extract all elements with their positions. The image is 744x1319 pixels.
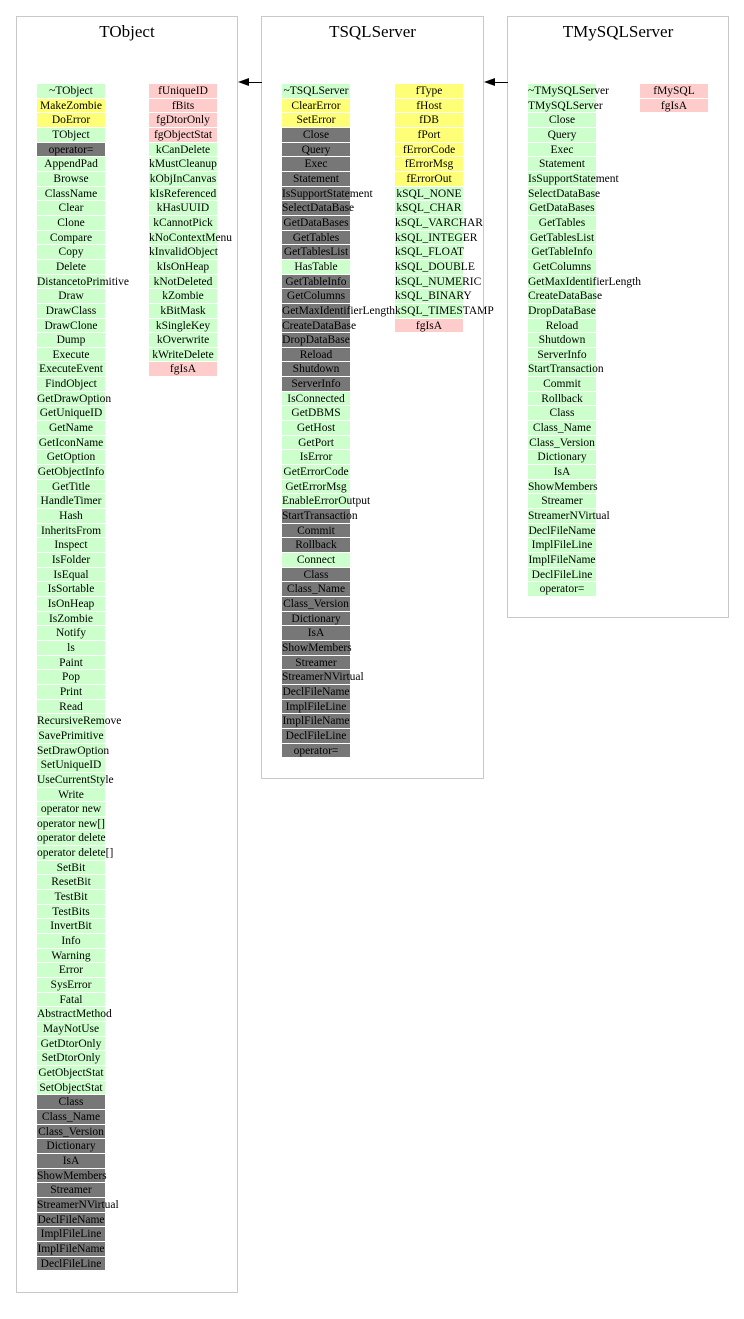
- member-cell: kIsReferenced: [149, 187, 217, 200]
- method-cell: DeclFileLine: [528, 568, 596, 583]
- member-cell: fErrorMsg: [395, 157, 463, 172]
- member-cell: kSQL_NUMERIC: [395, 275, 482, 288]
- tobject-methods: [37, 84, 129, 1271]
- method-cell: GetMaxIdentifierLength: [528, 275, 642, 288]
- method-cell: GetTableInfo: [528, 245, 596, 260]
- member-cell: kOverwrite: [149, 333, 217, 348]
- method-cell: Browse: [37, 172, 105, 187]
- method-cell: GetErrorMsg: [282, 480, 350, 495]
- method-cell: TestBit: [37, 890, 105, 905]
- method-cell: Streamer: [528, 494, 596, 509]
- method-cell: Close: [282, 128, 350, 143]
- method-cell: SetObjectStat: [37, 1081, 105, 1096]
- method-cell: StreamerNVirtual: [282, 671, 364, 684]
- method-cell: DeclFileName: [37, 1213, 105, 1226]
- method-cell: Warning: [37, 949, 105, 964]
- member-cell: fMySQL: [640, 84, 708, 99]
- method-cell: StreamerNVirtual: [528, 510, 610, 523]
- method-cell: CreateDataBase: [528, 290, 603, 303]
- member-cell: kSQL_FLOAT: [395, 246, 465, 259]
- method-cell: Query: [282, 143, 350, 158]
- method-cell: SetUniqueID: [37, 758, 105, 773]
- method-cell: EnableErrorOutput: [282, 495, 371, 508]
- method-cell: Reload: [528, 319, 596, 334]
- method-cell: IsZombie: [37, 612, 105, 627]
- method-cell: Rollback: [282, 538, 350, 553]
- arrowhead-tmysqlserver-to-tsqlserver: [484, 78, 495, 86]
- member-cell: kSQL_TIMESTAMP: [395, 304, 494, 317]
- method-cell: SelectDataBase: [528, 187, 601, 200]
- method-cell: Info: [37, 934, 105, 949]
- member-cell: fBits: [149, 99, 217, 114]
- method-cell: ImplFileLine: [528, 538, 596, 553]
- method-cell: DoError: [37, 113, 105, 128]
- method-cell: ClearError: [282, 99, 350, 114]
- method-cell: Class: [528, 406, 596, 421]
- method-cell: ShowMembers: [282, 641, 352, 654]
- member-cell: kMustCleanup: [149, 158, 217, 171]
- method-cell: ImplFileLine: [37, 1227, 105, 1242]
- method-cell: UseCurrentStyle: [37, 773, 114, 786]
- method-cell: InheritsFrom: [37, 524, 105, 539]
- method-cell: GetTablesList: [283, 246, 349, 259]
- method-cell: Dictionary: [528, 450, 596, 465]
- method-cell: IsSortable: [37, 582, 105, 597]
- method-cell: Paint: [37, 656, 105, 671]
- method-cell: Dictionary: [282, 612, 350, 627]
- method-cell: GetErrorCode: [283, 466, 349, 479]
- method-cell: Exec: [282, 157, 350, 172]
- method-cell: IsFolder: [37, 553, 105, 568]
- method-cell: Class_Name: [37, 1110, 105, 1125]
- method-cell: Compare: [37, 231, 105, 246]
- method-cell: RecursiveRemove: [37, 715, 122, 728]
- method-cell: GetPort: [282, 436, 350, 451]
- method-cell: ImplFileName: [528, 554, 596, 566]
- method-cell: ImplFileLine: [282, 700, 350, 715]
- method-cell: operator=: [37, 143, 105, 158]
- method-cell: GetDBMS: [282, 406, 350, 421]
- method-cell: StartTransaction: [528, 363, 604, 376]
- method-cell: GetObjectInfo: [37, 466, 105, 479]
- method-cell: DropDataBase: [282, 334, 350, 347]
- method-cell: Statement: [528, 157, 596, 172]
- method-cell: SetError: [282, 113, 350, 128]
- member-cell: fgObjectStat: [149, 128, 217, 143]
- method-cell: Write: [37, 788, 105, 803]
- member-cell: fgIsA: [149, 362, 217, 377]
- method-cell: Reload: [282, 348, 350, 363]
- method-cell: IsA: [37, 1154, 105, 1169]
- method-cell: IsEqual: [37, 568, 105, 583]
- method-cell: SelectDataBase: [282, 202, 355, 215]
- member-cell: kWriteDelete: [149, 348, 217, 363]
- method-cell: ImplFileName: [282, 715, 350, 728]
- method-cell: Print: [37, 685, 105, 700]
- member-cell: fDB: [395, 113, 463, 128]
- member-cell: fErrorOut: [395, 172, 463, 187]
- method-cell: DrawClass: [37, 304, 105, 319]
- method-cell: GetDtorOnly: [37, 1037, 105, 1052]
- method-cell: ExecuteEvent: [37, 362, 105, 377]
- method-cell: AbstractMethod: [37, 1008, 112, 1021]
- method-cell: MakeZombie: [37, 99, 105, 114]
- method-cell: operator=: [282, 744, 350, 759]
- method-cell: IsOnHeap: [37, 597, 105, 612]
- method-cell: operator new: [37, 802, 105, 817]
- method-cell: DeclFileLine: [37, 1257, 105, 1272]
- method-cell: Class: [37, 1095, 105, 1110]
- method-cell: IsConnected: [282, 392, 350, 407]
- method-cell: InvertBit: [37, 919, 105, 934]
- method-cell: DeclFileName: [528, 524, 596, 537]
- member-cell: kNoContextMenu: [149, 231, 233, 244]
- method-cell: SetDtorOnly: [37, 1051, 105, 1066]
- method-cell: GetDataBases: [283, 216, 349, 229]
- method-cell: IsSupportStatement: [528, 172, 619, 185]
- member-cell: kSQL_INTEGER: [395, 231, 478, 244]
- member-cell: fgIsA: [395, 319, 463, 334]
- method-cell: ServerInfo: [528, 348, 596, 363]
- class-title-tmysqlserver: TMySQLServer: [562, 22, 674, 41]
- method-cell: Dump: [37, 333, 105, 348]
- method-cell: Commit: [528, 377, 596, 392]
- method-cell: Streamer: [282, 656, 350, 671]
- method-cell: Notify: [37, 626, 105, 641]
- member-cell: fErrorCode: [395, 143, 463, 158]
- member-cell: kSingleKey: [149, 319, 217, 334]
- method-cell: FindObject: [37, 377, 105, 392]
- method-cell: StartTransaction: [282, 510, 358, 523]
- method-cell: Execute: [37, 348, 105, 363]
- method-cell: SetDrawOption: [37, 744, 110, 757]
- tsqlserver-members: [395, 84, 494, 333]
- method-cell: Inspect: [37, 538, 105, 553]
- method-cell: TestBits: [37, 905, 105, 920]
- method-cell: Class: [282, 568, 350, 583]
- method-cell: GetTablesList: [529, 231, 595, 244]
- method-cell: TMySQLServer: [528, 99, 603, 112]
- method-cell: GetIconName: [38, 436, 104, 449]
- method-cell: DeclFileName: [282, 685, 350, 698]
- method-cell: Dictionary: [37, 1139, 105, 1154]
- method-cell: Class_Version: [529, 436, 595, 449]
- method-cell: Query: [528, 128, 596, 143]
- method-cell: GetTableInfo: [282, 275, 350, 290]
- member-cell: kSQL_CHAR: [396, 202, 462, 215]
- method-cell: Class_Version: [38, 1125, 104, 1138]
- tsqlserver-methods: [282, 84, 396, 758]
- method-cell: GetTables: [528, 216, 596, 231]
- method-cell: operator=: [528, 582, 596, 597]
- method-cell: ~TSQLServer: [283, 85, 349, 97]
- method-cell: GetColumns: [528, 260, 596, 275]
- method-cell: operator delete[]: [37, 847, 114, 860]
- member-cell: kNotDeleted: [149, 275, 217, 290]
- method-cell: ShowMembers: [37, 1169, 107, 1182]
- method-cell: SavePrimitive: [38, 729, 104, 742]
- method-cell: operator delete: [37, 832, 106, 845]
- method-cell: ~TObject: [37, 84, 105, 99]
- member-cell: kBitMask: [149, 304, 217, 319]
- method-cell: Streamer: [37, 1183, 105, 1198]
- tmysqlserver-methods: [528, 84, 642, 597]
- method-cell: Exec: [528, 143, 596, 158]
- method-cell: Connect: [282, 553, 350, 568]
- method-cell: ClassName: [37, 187, 105, 202]
- method-cell: DropDataBase: [528, 304, 596, 317]
- member-cell: kSQL_DOUBLE: [395, 260, 475, 273]
- method-cell: MayNotUse: [37, 1022, 105, 1037]
- method-cell: Draw: [37, 289, 105, 304]
- method-cell: Copy: [37, 245, 105, 260]
- method-cell: GetTitle: [37, 480, 105, 495]
- member-cell: kSQL_BINARY: [395, 290, 472, 303]
- method-cell: Shutdown: [528, 333, 596, 348]
- method-cell: GetMaxIdentifierLength: [282, 304, 396, 317]
- member-cell: kSQL_VARCHAR: [395, 216, 483, 229]
- method-cell: AppendPad: [37, 157, 105, 172]
- member-cell: fType: [395, 84, 463, 99]
- member-cell: fgIsA: [640, 99, 708, 114]
- method-cell: Clear: [37, 201, 105, 216]
- member-cell: fPort: [395, 128, 463, 143]
- member-cell: kCanDelete: [149, 143, 217, 158]
- method-cell: StreamerNVirtual: [37, 1198, 119, 1211]
- tobject-members: [149, 84, 233, 377]
- method-cell: Class_Name: [528, 421, 596, 436]
- method-cell: GetObjectStat: [38, 1066, 104, 1079]
- method-cell: ~TMySQLServer: [528, 85, 609, 97]
- method-cell: Delete: [37, 260, 105, 275]
- member-cell: kObjInCanvas: [149, 172, 217, 185]
- method-cell: DistancetoPrimitive: [37, 275, 129, 288]
- member-cell: kInvalidObject: [149, 246, 218, 259]
- method-cell: TObject: [37, 128, 105, 143]
- class-title-tsqlserver: TSQLServer: [329, 22, 416, 41]
- method-cell: IsSupportStatement: [282, 187, 373, 200]
- method-cell: IsA: [528, 465, 596, 480]
- method-cell: Read: [37, 700, 105, 715]
- method-cell: Statement: [282, 172, 350, 187]
- method-cell: SetBit: [37, 861, 105, 876]
- method-cell: GetTables: [282, 231, 350, 246]
- method-cell: DeclFileLine: [282, 729, 350, 744]
- method-cell: GetDrawOption: [37, 392, 112, 405]
- method-cell: GetColumns: [282, 289, 350, 304]
- member-cell: fHost: [395, 99, 463, 114]
- method-cell: Error: [37, 963, 105, 978]
- method-cell: ls: [37, 641, 105, 656]
- method-cell: Shutdown: [282, 362, 350, 377]
- method-cell: DrawClone: [37, 319, 105, 334]
- method-cell: Fatal: [37, 993, 105, 1008]
- method-cell: Pop: [37, 670, 105, 685]
- method-cell: GetOption: [37, 450, 105, 465]
- class-title-tobject: TObject: [99, 22, 155, 41]
- method-cell: ResetBit: [37, 875, 105, 890]
- method-cell: Close: [528, 113, 596, 128]
- method-cell: Hash: [37, 509, 105, 524]
- member-cell: kIsOnHeap: [149, 260, 217, 275]
- member-cell: kZombie: [149, 289, 217, 304]
- method-cell: Class_Name: [282, 582, 350, 597]
- member-cell: kHasUUID: [149, 201, 217, 216]
- method-cell: HasTable: [282, 260, 350, 275]
- method-cell: Commit: [282, 524, 350, 539]
- method-cell: IsError: [282, 450, 350, 465]
- method-cell: CreateDataBase: [282, 319, 357, 332]
- method-cell: ImplFileName: [37, 1242, 105, 1255]
- method-cell: Class_Version: [283, 597, 349, 610]
- method-cell: IsA: [282, 626, 350, 641]
- arrowhead-tsqlserver-to-tobject: [238, 78, 249, 86]
- member-cell: fgDtorOnly: [149, 113, 217, 128]
- member-cell: kCannotPick: [149, 216, 217, 231]
- method-cell: ServerInfo: [282, 377, 350, 392]
- method-cell: GetUniqueID: [37, 406, 105, 421]
- method-cell: GetHost: [282, 421, 350, 436]
- method-cell: GetDataBases: [529, 202, 595, 215]
- tmysqlserver-members: [640, 84, 708, 113]
- method-cell: SysError: [37, 978, 105, 993]
- method-cell: Rollback: [528, 392, 596, 407]
- method-cell: GetName: [37, 421, 105, 436]
- method-cell: Clone: [37, 216, 105, 231]
- method-cell: operator new[]: [37, 817, 106, 830]
- member-cell: kSQL_NONE: [396, 187, 462, 200]
- member-cell: fUniqueID: [149, 84, 217, 99]
- method-cell: HandleTimer: [37, 494, 105, 509]
- method-cell: ShowMembers: [528, 480, 598, 493]
